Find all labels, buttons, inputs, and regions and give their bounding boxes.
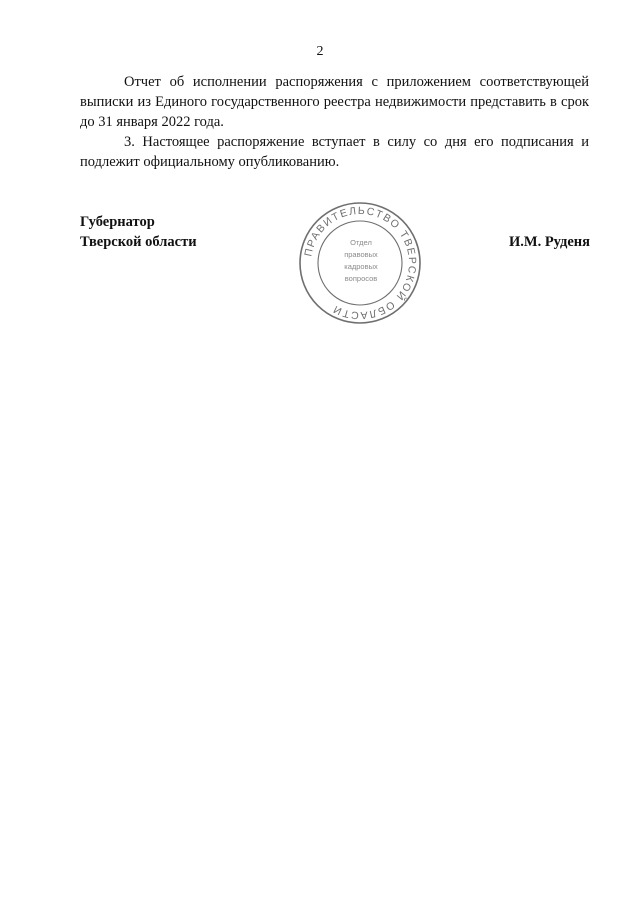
signatory-name: И.М. Руденя — [508, 234, 590, 250]
stamp-ring-text: ПРАВИТЕЛЬСТВО ТВЕРСКОЙ ОБЛАСТИ — [302, 204, 419, 322]
paragraph-effect: 3. Настоящее распоряжение вступает в силу со дня его подписания и подлежит официальному опубликованию. — [80, 134, 589, 170]
stamp-center-line-1: Отдел — [350, 238, 372, 247]
paragraph-report: Отчет об исполнении распоряжения с приложением соответствующей выписки из Единого государственного реестра недвижимости представить в срок до 31 января 2022 года. — [80, 74, 589, 130]
document-body — [80, 72, 589, 172]
page-number: 2 — [316, 44, 324, 59]
stamp-center-line-2: правовых — [344, 250, 378, 259]
signatory-title — [80, 212, 197, 252]
signature-block — [80, 204, 590, 332]
signatory-title-line1: Губернатор — [80, 214, 155, 230]
stamp-center-line-4: вопросов — [344, 274, 378, 283]
stamp-center-line-3: кадровых — [344, 262, 378, 271]
official-stamp — [295, 198, 425, 328]
signatory-title-line2: Тверской области — [80, 234, 197, 250]
